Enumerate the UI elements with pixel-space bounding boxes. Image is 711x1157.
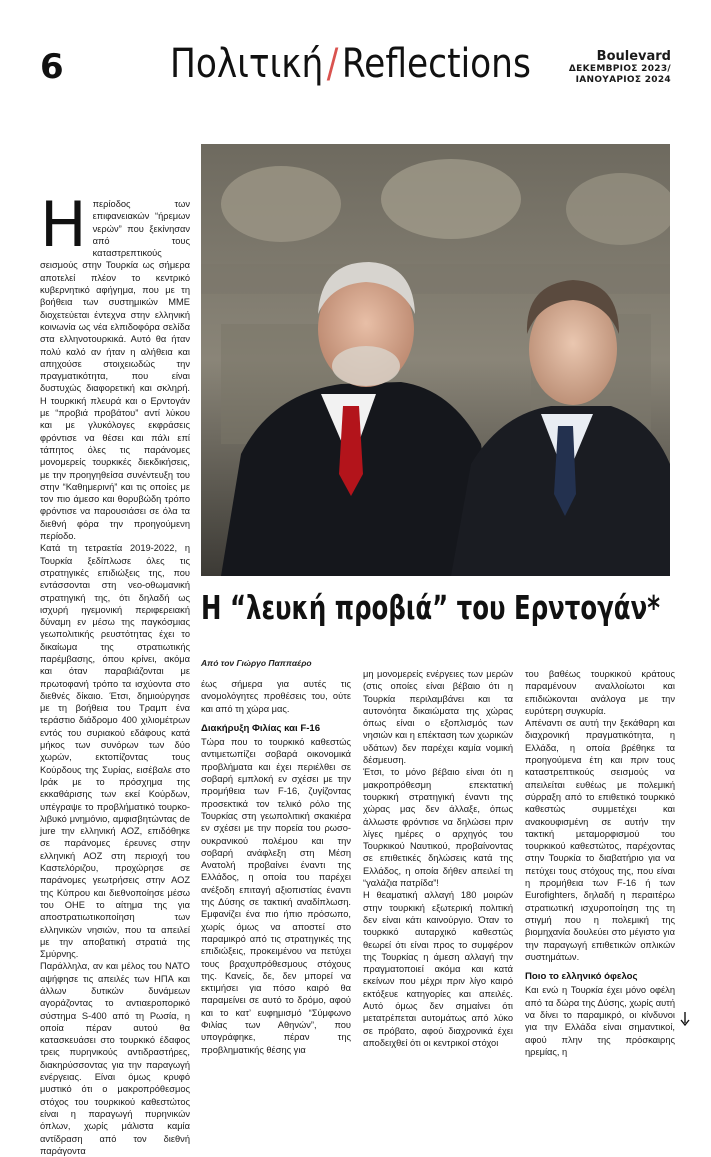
article-column-2 [201,678,351,1056]
article-column-4 [525,668,675,1058]
issue-date-line2: ΙΑΝΟΥΑΡΙΟΣ 2024 [575,75,671,85]
hero-photo [201,144,670,576]
section-separator: / [326,41,339,87]
article-column-1 [40,188,190,1157]
paragraph [40,188,190,542]
page-number: 6 [40,47,64,87]
issue-date-line1: ΔΕΚΕΜΒΡΙΟΣ 2023/ [568,64,671,74]
masthead [569,50,671,86]
paragraph: Έτσι, το μόνο βέβαιο είναι ότι η μακροπρόθεσμη επεκτατική τουρκική στρατηγική έναντι της χώρας μας δεν άλλαξε, όπως άλλωστε φρόντισε να δηλώσει πριν λίγες ημέρες ο αρχηγός του Τουρκικού Ναυτικού, προβαίνοντας σε επιθετικές δηλώσεις κατά της Ελλάδος, η οποία δήθεν απειλεί τη “γαλάζια πατρίδα”! [363,767,513,889]
paragraph: Τώρα που το τουρκικό καθεστώς αντιμετωπίζει σοβαρά οικονομικά προβλήματα και έχει περιέλθει σε σοβαρή εμπλοκή εν σχέσει με την προμήθεια των F-16, ζυγίζοντας προσεκτικά τον τελικό ρόλο της Τουρκίας στη γεωπολιτική σκακιέρα εν σχέσει με την πορεία του ρωσο-ουκρανικού πολέμου και την σοβαρή ανάφλεξη στη Μέση Ανατολή προβαίνει έναντι της Ελλάδος, η οποία του παρέχει ανέξοδη επιταγή αξιοπιστίας έναντι της Δύσης σε τακτική αναδίπλωση. Εμφανίζει ένα πιο ήπιο πρόσωπο, χωρίς όμως να αποστεί στο παραμικρό από τις στρατηγικές της επιδιώξεις, προκειμένου να πετύχει τους βραχυπρόθεσμους στόχους της. Κανείς, δε, δεν μπορεί να εκτιμήσει για πόσο καιρό θα παραμείνει σε αυτό το δρόμο, αφού και το κατ’ ευφημισμό “Σύμφωνο Φιλίας των Αθηνών”, που υπογράφηκε, πέραν της προβληματικής θέσης για [201,737,351,1055]
paragraph: Κατά τη τετραετία 2019-2022, η Τουρκία ξεδίπλωσε όλες τις στρατηγικές επιδιώξεις της, που εντάσσονται στη νεο-οθωμανική στρατηγική της, ότι δηλαδή ως ισχυρή ηγεμονική περιφερειακή δύναμη εν μέσω της παγκόσμιας γεωπολιτικής ρευστότητας έχει το δικαίωμα της στρατιωτικής παρέμβασης, όπου κρίνει, ακόμα και όταν παραβιάζονται με πρωτοφανή τρόπο τα ισχύοντα στο διεθνές δίκαιο. Έτσι, δημιούργησε με τη βοήθεια του Τραμπ ένα τεράστιο διάδρομο 400 χιλιομέτρων εντός του συριακού εδάφους κατά μήκος των συνόρων των δύο χωρών, εκτοπίζοντας τους Κούρδους της Συρίας, εισέβαλε στο Ιράκ με το πρόσχημα της εκκαθάρισης των εκεί Κούρδων, υπέγραψε το προβλήματικό τουρκο-λιβυκό μνημόνιο, αμφισβητώντας de jure την ελληνική ΑΟΖ, επιδόθηκε σε παράνομες έρευνες στην ελληνική ΑΟΖ στη περιοχή του Καστελόριζου, προχώρησε σε παράνομες γεωτρήσεις στην ΑΟΖ της Κύπρου και διεθνοποίησε μέσω του ΟΗΕ το αίτημα της για αποστρατιωτικοποίηση των ελληνικών νησιών, που τα απειλεί με την αποβατική στρατιά της Σμύρνης. [40,543,190,960]
subheading: Διακήρυξη Φιλίας και F-16 [201,722,321,734]
paragraph-text: περίοδος των επιφανειακών “ήρεμων νερών” που ξεκίνησαν από τους καταστρεπτικούς σεισμούς στην Τουρκία ως σήμερα αποτελεί πλέον το κεντρικό κυβερνητικό αφήγημα, που με τη βοήθεια των συστημικών ΜΜΕ διοχετεύεται έντεχνα στην ελληνική κοινωνία ως νέα ελπιδοφόρα σελίδα στα ελληνοτουρκικά. Αυτό θα ήταν πολύ καλό αν ήταν η αλήθεια και απηχούσε στοιχειωδώς την πραγματικότητα, που είναι δυστυχώς διαφορετική και σκληρή. Η τουρκική πλευρά και ο Ερντογάν με “προβιά προβάτου” αντί λύκου και με γλυκόλογες εκφράσεις φρόντισε να θέσει και πάλι επί τάπητος όλες τις παράνομες μονομερείς τουρκικές διεκδικήσεις, με την προηγηθείσα συνέντευξη του στην “Καθημερινή” και τις οποίες με τον πιο άμεσο και θορυβώδη τρόπο φρόντισε να παρουσιάσει σε όλα τα διεθνή φόρα την προηγούμενη περίοδο. [40,199,190,542]
subheading: Ποιο το ελληνικό όφελος [525,971,638,983]
section-name-en: Reflections [341,41,531,87]
article-headline: Η “λευκή προβιά” του Ερντογάν* [201,588,660,627]
paragraph: μη μονομερείς ενέργειες των μερών (στις οποίες είναι βέβαιο ότι η Τουρκία περιλαμβάνει και τα αυτονόητα δικαιώματα της χώρας όπως είναι ο εξοπλισμός των νησιών και η επέκταση των χωρικών υδάτων) δεν παρέχει καμία νομική δέσμευση. [363,669,513,766]
paragraph: Η θεαματική αλλαγή 180 μοιρών στην τουρκική εξωτερική πολιτική δεν είναι κάτι καινούργιο. Όταν το τουρκικό αυταρχικό καθεστώς θεωρεί ότι είναι προς το συμφέρον της Τουρκίας η άμεση αλλαγή την πραγματοποιεί ακόμα και κατά εκείνων που μέχρι πριν λίγο καιρό εκτόξευε κατηγορίες και απειλές. Αυτό όμως δεν σημαίνει ότι μετατρέπεται αυτομάτως από λύκο σε πρόβατο, αφού διαχρονικά έχει αποδειχθεί ότι οι κεντρικοί στόχοι [363,890,513,1048]
article-byline: Από τον Γιώργο Παππαέρο [201,658,312,668]
arrow-down-icon [680,1012,690,1026]
paragraph: Παράλληλα, αν και μέλος του ΝΑΤΟ αψήφησε τις απειλές των ΗΠΑ και άλλων δυτικών δυνάμεων αγοράζοντας το αντιαεροπορικό σύστημα S-400 από τη Ρωσία, η οποία πέραν αυτού θα κατασκευάσει στο τουρκικό έδαφος τρεις πυρηνικούς αντιδραστήρες, διακηρύσσοντας για την παραγωγή ενέργειας. Είναι όμως κρυφό μυστικό ότι ο μακροπρόθεσμος στόχος του τουρκικού καθεστώτος είναι η παραγωγή πυρηνικών όπλων, χωρίς μάλιστα καμία αντίδραση από τον διεθνή παράγοντα [40,961,190,1156]
paragraph: Και ενώ η Τουρκία έχει μόνο οφέλη από τα δώρα της Δύσης, χωρίς αυτή να δίνει το παραμικρό, οι κίνδυνοι για την Ελλάδα είναι σημαντικοί, αφού πλην της πρόσκαιρης ηρεμίας, η [525,985,675,1057]
section-title [170,41,531,87]
section-name: Πολιτική [170,41,324,87]
paragraph: Απέναντι σε αυτή την ξεκάθαρη και διαχρονική πραγματικότητα, η Ελλάδα, η οποία βρέθηκε τα προηγούμενα έτη και πριν τους καταστρεπτικούς σεισμούς να απειλείται ευθέως με πολεμική σύρραξη από το επιθετικό τουρκικό καθεστώς συμμετέχει και ανακουφισμένη σε αυτήν την τακτική μεταμορφισμού του τουρκικού καθεστώτος, παρέχοντας στην Τουρκία το διαβατήριο για να πετύχει τους στόχους της, που είναι η προμήθεια των F-16 ή των Eurofighters, δηλαδή η περαιτέρω στρατιωτική ισχυροποίηση της τη στιγμή που η πολεμική της βιομηχανία δουλεύει στο μέγιστο για την παραγωγή επιθετικών οπλικών συστημάτων. [525,718,675,962]
article-column-3 [363,668,513,1049]
paragraph: έως σήμερα για αυτές τις ανομολόγητες προθέσεις του, ούτε και από τη χώρα μας. [201,679,351,714]
paragraph: του βαθέως τουρκικού κράτους παραμένουν αναλλοίωτοι και επιδιώκονται ανάλογα με την ευρύτερη συγκυρία. [525,669,675,716]
dropcap: Η [40,188,87,261]
publication-name: Boulevard [596,49,671,64]
